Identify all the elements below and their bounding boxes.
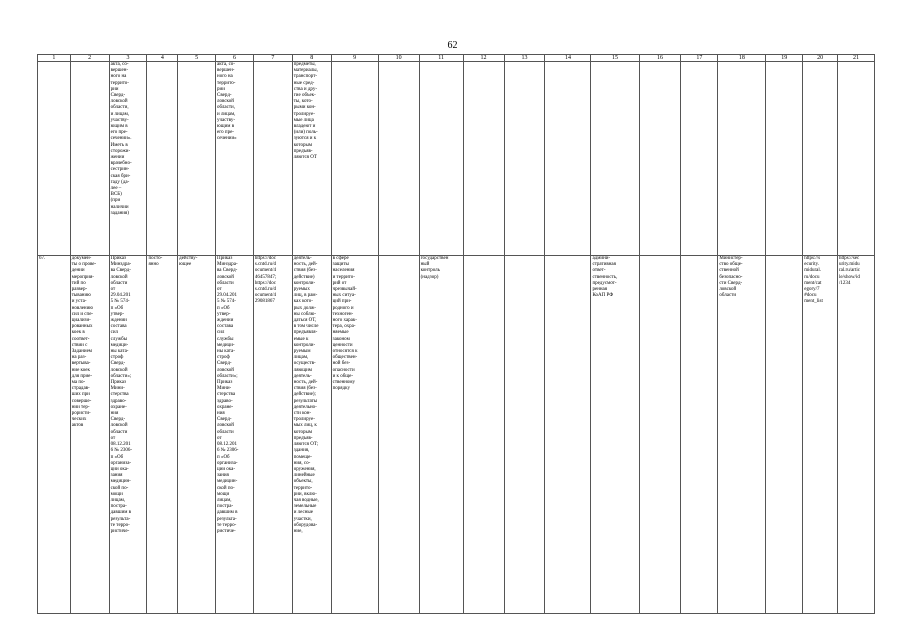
- table-cell: [147, 62, 178, 256]
- register-table: [37, 54, 875, 614]
- table-cell: [766, 256, 803, 614]
- table-cell: [681, 62, 718, 256]
- table-cell: [331, 62, 378, 256]
- column-number: 1: [38, 55, 71, 62]
- liability-cell: админи- стративная ответ- ственность, предусмот- ренная КоАП РФ: [591, 256, 639, 614]
- column-number: 18: [718, 55, 766, 62]
- control-objects-cell: предметы, материалы, транспорт- ные сред- ства и дру- гие объек- ты, кото- рыми кон- тролируе- мые лица владеют и (или) поль- зуются и к которым предъяв- ляются ОТ: [292, 62, 331, 256]
- act-details-cell: акта, со- вершен- ного на террито- рии Сверд- ловской области, и лицам, участву- ющим в его пре- сечении»: [216, 62, 254, 256]
- column-number: 10: [378, 55, 419, 62]
- control-objects-cell: деятель- ность, дей- ствия (без- действие) контроли- руемых лиц, в рам- ках кото- рых долж- ны соблю- даться ОТ, в том числе предъявля- емые к контроли- руемым лицам, осуществ- ляющим деятель- ность, дей- ствия (без- действие); результаты деятельно- сти кон- тролируе- мых лиц, к которым предъяв- ляются ОТ; здания, помеще- ния, со- оружения, линейные объекты, террито- рии, вклю- чая водные, земельные и лесные участки, оборудова- ние,: [292, 256, 331, 614]
- column-number-row: [38, 55, 875, 62]
- table-cell: [463, 256, 504, 614]
- table-cell: [838, 62, 875, 256]
- column-number: 14: [545, 55, 591, 62]
- table-cell: [803, 62, 838, 256]
- table-cell: [419, 62, 463, 256]
- act-details-cell: Приказ Минздра- ва Сверд- ловской области от 29.04.201 5 № 574- п «Об утвер- ждении состава сил службы медици- ны ката- строф Сверд- ловской области»; Приказ Мини- стерства здраво- охране- ния Сверд- ловской области от 08.12.201 6 № 2306- п «Об организа- ции ока- зания медицин- ской по- мощи лицам, постра- давшим в результа- те терро- ристиче-: [216, 256, 254, 614]
- table-cell: [178, 62, 216, 256]
- column-number: 12: [463, 55, 504, 62]
- document-name-cell: [70, 62, 109, 256]
- link-cell[interactable]: https://doc s.cntd.ru/d ocument/4 46457847; https://doc s.cntd.ru/d ocument/4 29081867: [253, 256, 292, 614]
- table-cell: [378, 62, 419, 256]
- table-cell: [718, 62, 766, 256]
- column-number: 20: [803, 55, 838, 62]
- table-cell: [378, 256, 419, 614]
- row-number-cell: [38, 62, 71, 256]
- column-number: 17: [681, 55, 718, 62]
- link-cell[interactable]: https://sec urity.midu ral.ru/artic le/show/id /1234: [838, 256, 875, 614]
- column-number: 2: [70, 55, 109, 62]
- column-number: 3: [109, 55, 147, 62]
- table-cell: [504, 256, 545, 614]
- page-number: 62: [447, 40, 458, 51]
- column-number: 8: [292, 55, 331, 62]
- link-cell: [253, 62, 292, 256]
- act-details-cell: акта, со- вершен- ного на террито- рии Сверд- ловской области, и лицам, участву- ющим в его пре- сечении». Иметь в сторожи- жении врачебно- сестрин- ская бри- гаду (да- лее – ВСБ) (при наличии задания): [109, 62, 147, 256]
- table-cell: [639, 62, 681, 256]
- table-cell: [545, 62, 591, 256]
- column-number: 4: [147, 55, 178, 62]
- table-cell: [504, 62, 545, 256]
- column-number: 5: [178, 55, 216, 62]
- table-cell: [681, 256, 718, 614]
- column-number: 6: [216, 55, 254, 62]
- column-number: 9: [331, 55, 378, 62]
- validity-period-cell: посто- янно: [147, 256, 178, 614]
- responsible-body-cell: Министер- ство обще- ственной безопасно- сти Сверд- ловской области: [718, 256, 766, 614]
- link-cell[interactable]: https://s ecurity. midural. ru/docu ment/cat egory/7 #docu ment_list: [803, 256, 838, 614]
- column-number: 16: [639, 55, 681, 62]
- table-cell: [463, 62, 504, 256]
- table-row: [38, 256, 875, 614]
- table-cell: [639, 256, 681, 614]
- table-cell: [591, 62, 639, 256]
- column-number: 15: [591, 55, 639, 62]
- column-number: 21: [838, 55, 875, 62]
- row-number-cell: 67.: [38, 256, 71, 614]
- act-details-cell: Приказ Минздра- ва Сверд- ловской области от 29.04.201 5 № 574- п «Об утвер- ждении состава сил службы медици- ны ката- строф Сверд- ловской области»; Приказ Мини- стерства здраво- охране- ния Сверд- ловской области от 08.12.201 6 № 2306- п «Об организа- ции ока- зания медицин- ской по- мощи лицам, постра- давшим в результа- те терро- ристиче-: [109, 256, 147, 614]
- control-type-cell: государствен ный контроль (надзор): [419, 256, 463, 614]
- column-number: 19: [766, 55, 803, 62]
- column-number: 13: [504, 55, 545, 62]
- table-cell: [545, 256, 591, 614]
- column-number: 7: [253, 55, 292, 62]
- document-name-cell: докумен- ты о прове- дении мероприя- тий по развер- тыванию и уста- новлению сил и спе- циализи- рованных коек в соответ- ствии с Заданием на раз- вертыва- ние коек для прие- ма по- страдав- ших при соверше- нии тер- рористи- ческих актов: [70, 256, 109, 614]
- column-number: 11: [419, 55, 463, 62]
- table-cell: [766, 62, 803, 256]
- table-row: [38, 62, 875, 256]
- protected-values-cell: в сфере защиты населения и террито- рий от чрезвычай- ных ситуа- ций при- родного и техноген- ного харак- тера, охра- няемые законом ценности относятся к обществен- ной без- опасности и к обще- ственному порядку: [331, 256, 378, 614]
- status-cell: действу- ющее: [178, 256, 216, 614]
